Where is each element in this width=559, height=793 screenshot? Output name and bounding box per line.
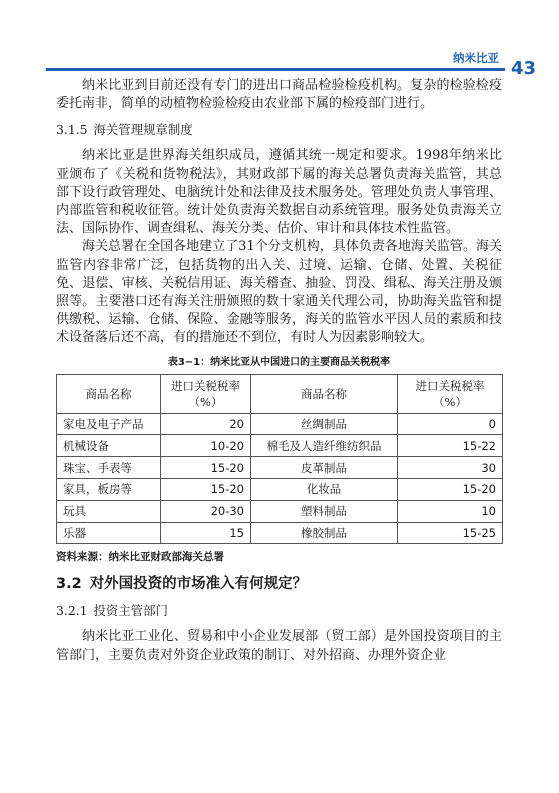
table-cell: 15-20: [398, 479, 503, 501]
running-header: 纳米比亚: [453, 51, 499, 65]
paragraph-customs-branches: 海关总署在全国各地建立了31个分支机构，具体负责各地海关监管。海关监管内容非常广泛，包括货物的出入关、过境、运输、仓储、处置、关税征免、退偿、审核、关税信用证、海关稽查、抽验、罚没、缉私、海关注册及颁照等。主要港口还有海关注册颁照的数十家通关代理公司，协助海关监管和提供缴税、运输、仓储、保险、金融等服务，海关的监管水平因人员的素质和技术设备落后还不高，有的措施还不到位，有时人为因素影响较大。: [56, 239, 502, 346]
tariff-table: [56, 374, 503, 545]
table-cell: 家具，板房等: [57, 479, 161, 501]
table-cell: 皮革制品: [251, 457, 398, 479]
table-cell: 珠宝、手表等: [57, 457, 161, 479]
table-cell: 家电及电子产品: [57, 413, 161, 435]
section-number: 3.1.5: [56, 122, 88, 138]
table-cell: 15-25: [398, 522, 503, 544]
table-cell: 丝绸制品: [251, 413, 398, 435]
section-heading-3-2: [56, 574, 502, 594]
table-row: [57, 435, 503, 457]
table-row: [57, 522, 503, 544]
header-rule: [46, 68, 505, 71]
table-row: [57, 413, 503, 435]
section-title: 海关管理规章制度: [93, 122, 193, 138]
section-number: 3.2: [56, 576, 82, 593]
table-cell: 15-20: [161, 457, 251, 479]
table-cell: 机械设备: [57, 435, 161, 457]
table-cell: 15-20: [161, 479, 251, 501]
table-cell: 10-20: [161, 435, 251, 457]
table-caption: 表3−1：纳米比亚从中国进口的主要商品关税税率: [167, 356, 391, 368]
table-cell: 乐器: [57, 522, 161, 544]
paragraph-customs-organization: 纳米比亚是世界海关组织成员，遵循其统一规定和要求。1998年纳米比亚颁布了《关税和货物税法》，其财政部下属的海关总署负责海关监管，其总部下设行政管理处、电脑统计处和法律及技术服务处。管理处负责人事管理、内部监管和税收征管。统计处负责海关数据自动系统管理。服务处负责海关立法、国际协作、调查缉私、海关分类、估价、审计和具体技术性监管。: [56, 148, 502, 237]
table-cell: 10: [398, 500, 503, 522]
section-number: 3.2.1: [56, 603, 88, 619]
paragraph-investment-authority: 纳米比亚工业化、贸易和中小企业发展部（贸工部）是外国投资项目的主管部门，主要负责对外资企业政策的制订、对外招商、办理外资企业: [56, 629, 502, 663]
table-cell: 15: [161, 522, 251, 544]
table-cell: 化妆品: [251, 479, 398, 501]
table-cell: 0: [398, 413, 503, 435]
table-row: [57, 457, 503, 479]
table-cell: 15-22: [398, 435, 503, 457]
table-cell: 20: [161, 413, 251, 435]
table-header-row: [57, 374, 503, 413]
table-cell: 玩具: [57, 500, 161, 522]
table-cell: 20-30: [161, 500, 251, 522]
table-source-note: 资料来源：纳米比亚财政部海关总署: [56, 551, 224, 564]
section-heading-3-2-1: [56, 602, 502, 620]
section-title: 对外国投资的市场准入有何规定？: [89, 576, 308, 593]
page-content: [56, 77, 502, 665]
section-title: 投资主管部门: [93, 603, 168, 619]
table-row: [57, 479, 503, 501]
section-heading-3-1-5: [56, 121, 502, 139]
column-header: 进口关税税率（%）: [398, 374, 503, 413]
column-header: 商品名称: [251, 374, 398, 413]
column-header: 进口关税税率（%）: [161, 374, 251, 413]
table-cell: 30: [398, 457, 503, 479]
page-number: 43: [511, 58, 537, 79]
column-header: 商品名称: [57, 374, 161, 413]
paragraph-inspection: 纳米比亚到目前还没有专门的进出口商品检验检疫机构。复杂的检验检疫委托南非，简单的动植物检验检疫由农业部下属的检疫部门进行。: [56, 78, 502, 112]
table-cell: 棉毛及人造纤维纺织品: [251, 435, 398, 457]
table-cell: 橡胶制品: [251, 522, 398, 544]
table-cell: 塑料制品: [251, 500, 398, 522]
table-row: [57, 500, 503, 522]
